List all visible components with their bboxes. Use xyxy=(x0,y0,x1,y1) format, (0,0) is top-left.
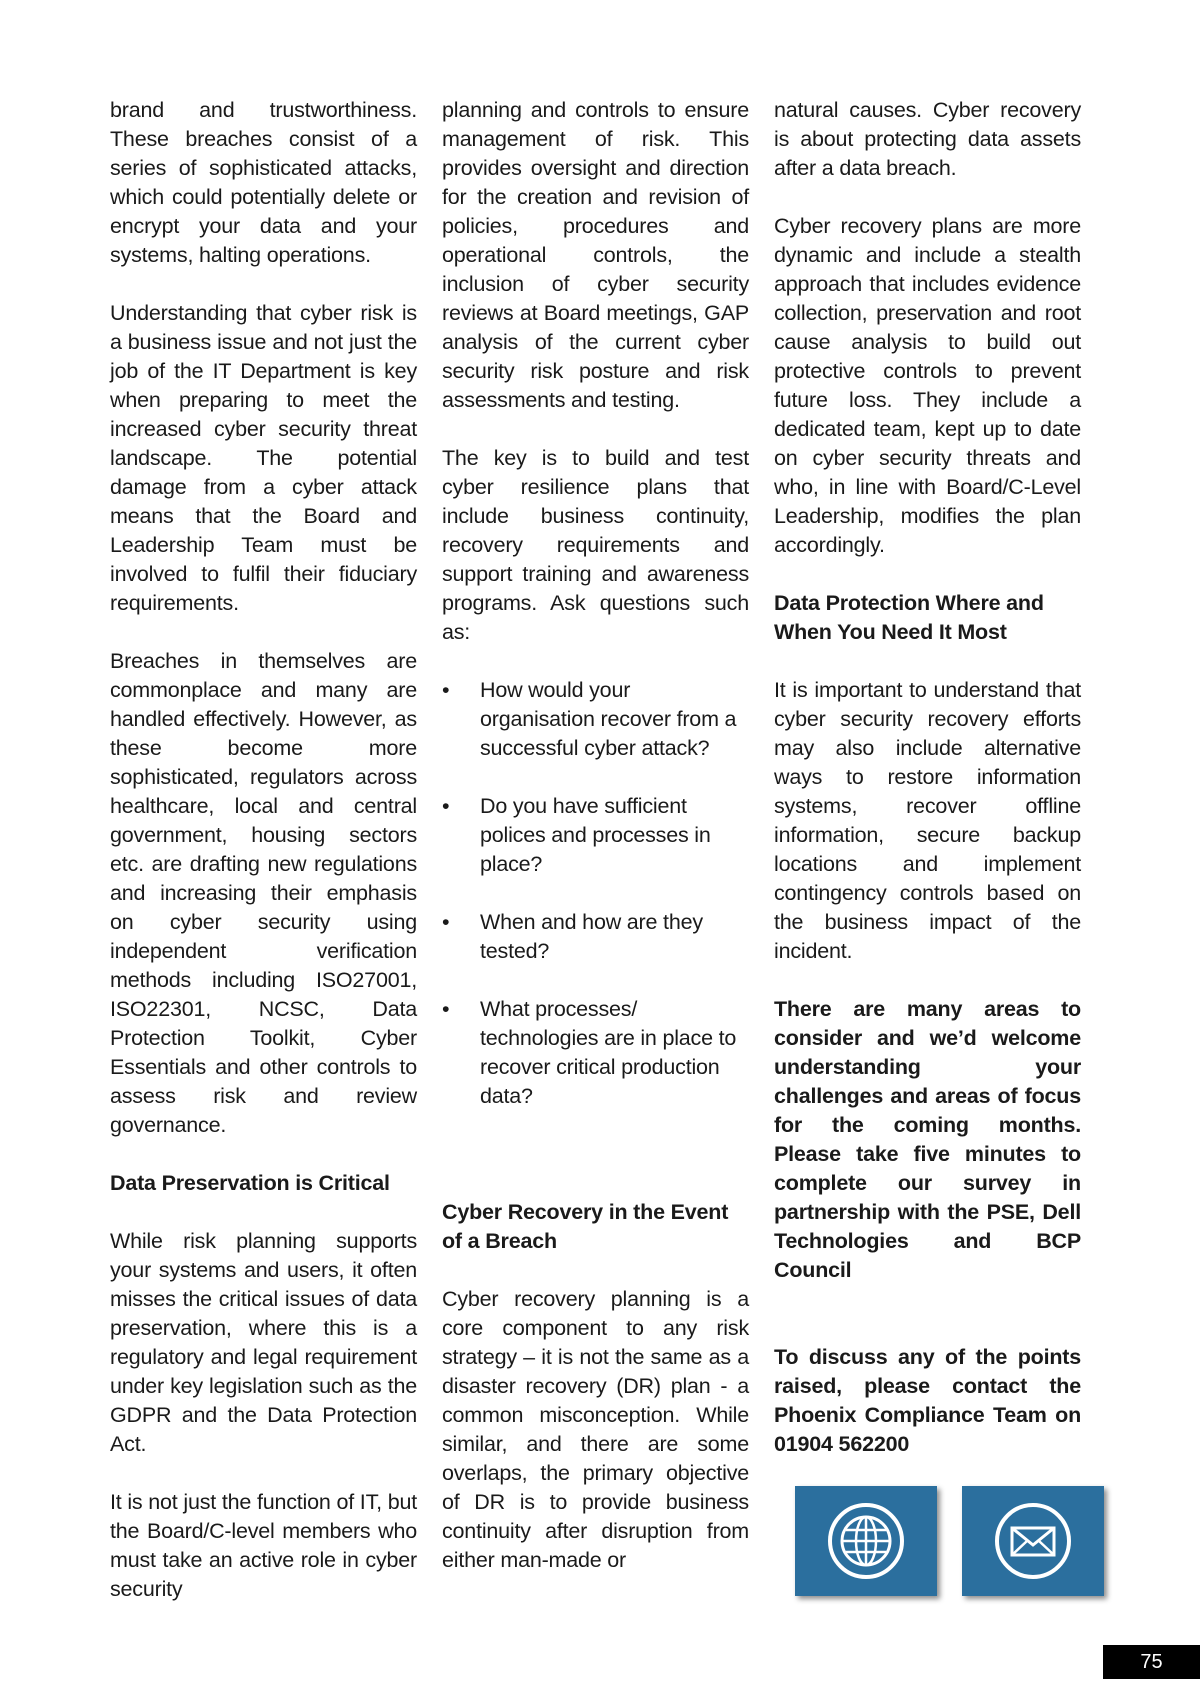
website-button[interactable] xyxy=(795,1486,937,1596)
column-2 xyxy=(442,96,749,1604)
envelope-icon xyxy=(993,1501,1073,1581)
bullet-icon: • xyxy=(442,997,450,1021)
list-item: • When and how are they tested? xyxy=(442,910,703,963)
bullet-icon: • xyxy=(442,910,450,934)
paragraph: It is important to understand that cyber security recovery efforts may also include alternative ways to restore information systems, recover offline information, secure backup locations and implement contingency controls based on the business impact of the incident. xyxy=(774,678,1081,963)
question-list xyxy=(442,676,749,1111)
spacer xyxy=(442,1169,749,1198)
page-number: 75 xyxy=(1103,1645,1200,1679)
column-3 xyxy=(774,96,1081,1488)
paragraph: Cyber recovery planning is a core component to any risk strategy – it is not the same as a disaster recovery (DR) plan - a common misconception. While similar, and there are some overlaps, the primary objective of DR is to provide business continuity after disruption from either man-made or xyxy=(442,1287,749,1572)
survey-paragraph: There are many areas to consider and we’d welcome understanding your challenges and areas of focus for the coming months. Please take five minutes to complete our survey in partnership with the PSE, Dell Technologies and BCP Council xyxy=(774,997,1081,1282)
bullet-icon: • xyxy=(442,794,450,818)
paragraph: brand and trustworthiness. These breaches consist of a series of sophisticated attacks, which could potentially delete or encrypt your data and your systems, halting operations. xyxy=(110,98,417,267)
paragraph: Understanding that cyber risk is a business issue and not just the job of the IT Department is key when preparing to meet the increased cyber security threat landscape. The potential damage from a cyber attack means that the Board and Leadership Team must be involved to fulfil their fiduciary requirements. xyxy=(110,301,417,615)
paragraph: Cyber recovery plans are more dynamic and include a stealth approach that includes evidence collection, preservation and root cause analysis to build out protective controls to prevent future loss. They include a dedicated team, kept up to date on cyber security threats and who, in line with Board/C-Level Leadership, modifies the plan accordingly. xyxy=(774,214,1081,557)
paragraph: planning and controls to ensure management of risk. This provides oversight and direction for the creation and revision of policies, procedures and operational controls, the inclusion of cyber security reviews at Board meetings, GAP analysis of the current cyber security risk posture and risk assessments and testing. xyxy=(442,98,749,412)
section-heading: Data Preservation is Critical xyxy=(110,1171,390,1195)
email-button[interactable] xyxy=(962,1486,1104,1596)
paragraph: While risk planning supports your systems and users, it often misses the critical issues of data preservation, where this is a regulatory and legal requirement under key legislation such as the GDPR and the Data Protection Act. xyxy=(110,1229,417,1456)
paragraph: It is not just the function of IT, but the Board/C-level members who must take an active role in cyber security xyxy=(110,1490,417,1601)
spacer xyxy=(774,1314,1081,1343)
globe-icon xyxy=(826,1501,906,1581)
paragraph: The key is to build and test cyber resilience plans that include business continuity, recovery requirements and support training and awareness programs. Ask questions such as: xyxy=(442,446,749,644)
list-item: • Do you have sufficient polices and processes in place? xyxy=(442,794,711,876)
list-item: • How would your organisation recover from a successful cyber attack? xyxy=(442,678,737,760)
list-item: • What processes/ technologies are in place to recover critical production data? xyxy=(442,997,737,1108)
paragraph: Breaches in themselves are commonplace and many are handled effectively. However, as these become more sophisticated, regulators across healthcare, local and central government, housing sectors etc. are drafting new regulations and increasing their emphasis on cyber security using independent verification methods including ISO27001, ISO22301, NCSC, Data Protection Toolkit, Cyber Essentials and other controls to assess risk and review governance. xyxy=(110,649,417,1137)
spacer xyxy=(442,1140,749,1169)
bullet-icon: • xyxy=(442,678,450,702)
paragraph: natural causes. Cyber recovery is about protecting data assets after a data breach. xyxy=(774,98,1081,180)
column-1 xyxy=(110,96,417,1633)
section-heading: Cyber Recovery in the Event of a Breach xyxy=(442,1200,729,1253)
contact-paragraph: To discuss any of the points raised, please contact the Phoenix Compliance Team on 01904 562200 xyxy=(774,1345,1081,1456)
section-heading: Data Protection Where and When You Need It Most xyxy=(774,591,1044,644)
